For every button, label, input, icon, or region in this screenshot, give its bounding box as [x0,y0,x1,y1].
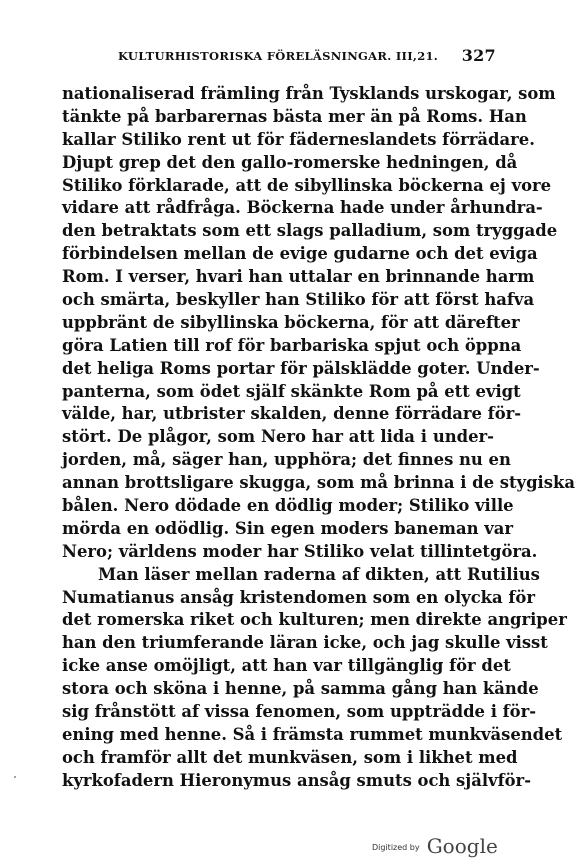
text-line: förbindelsen mellan de evige gudarne och det eviga [62,244,538,264]
text-line: nationaliserad främling från Tysklands urskogar, som [62,84,556,103]
text-line: det romerska riket och kulturen; men direkte angriper [62,610,567,630]
text-line: panterna, som ödet själf skänkte Rom på ett evigt [62,381,521,401]
text-line: vidare att rådfråga. Böckerna hade under århundra- [62,198,543,218]
text-line: göra Latien till rof för barbariska spjut och öppna [62,335,522,355]
text-line: Rom. I verser, hvari han uttalar en brinnande harm [62,267,535,287]
text-line: uppbränt de sibyllinska böckerna, för att därefter [62,312,520,332]
text-line: annan brottsligare skugga, som må brinna i de stygiska [62,473,575,493]
text-line: den betraktats som ett slags palladium, som tryggade [62,221,558,241]
text-line: stora och sköna i henne, på samma gång han kände [62,679,539,699]
text-line: tänkte på barbarernas bästa mer än på Roms. Han [62,106,527,126]
page-number: 327 [461,46,496,65]
text-line: kyrkofadern Hieronymus ansåg smuts och självför- [62,770,531,790]
running-head-title: KULTURHISTORISKA FÖRELÄSNINGAR. III,21. [118,49,439,63]
text-line: ening med henne. Så i främsta rummet munkväsendet [62,724,563,744]
text-line: kallar Stiliko rent ut för fäderneslandets förrädare. [62,129,535,149]
digitized-by-label: Digitized by [372,843,420,852]
text-line: Djupt grep det den gallo-romerske hedningen, då [62,152,518,172]
text-line: mörda en odödlig. Sin egen moders baneman var [62,518,514,538]
text-line-paragraph-start: Man läser mellan raderna af dikten, att Rutilius [98,564,540,584]
text-line: sig frånstött af vissa fenomen, som uppträdde i för- [62,702,537,722]
text-line: och smärta, beskyller han Stiliko för att först hafva [62,290,535,310]
text-line: han den triumferande läran icke, och jag skulle visst [62,633,548,653]
text-line: Nero; världens moder har Stiliko velat tillintetgöra. [62,541,538,561]
text-line: Numatianus ansåg kristendomen som en olycka för [62,587,535,607]
body-text [62,83,575,793]
text-line: bålen. Nero dödade en dödlig moder; Stiliko ville [62,496,514,516]
text-line: icke anse omöjligt, att han var tillgänglig för det [62,656,511,676]
digitized-by-watermark [372,834,522,862]
text-line: Stiliko förklarade, att de sibyllinska böckerna ej vore [62,175,552,195]
google-logo: Google [426,834,498,858]
text-line: det heliga Roms portar för pälsklädde goter. Under- [62,358,540,378]
text-line: välde, har, utbrister skalden, denne förrädare för- [62,404,522,424]
text-line: stört. De plågor, som Nero har att lida i under- [62,427,494,447]
scan-speck [14,776,16,778]
text-line: och framför allt det munkväsen, som i likhet med [62,747,518,767]
text-line: jorden, må, säger han, upphöra; det finnes nu en [62,450,511,470]
running-head [118,47,496,67]
